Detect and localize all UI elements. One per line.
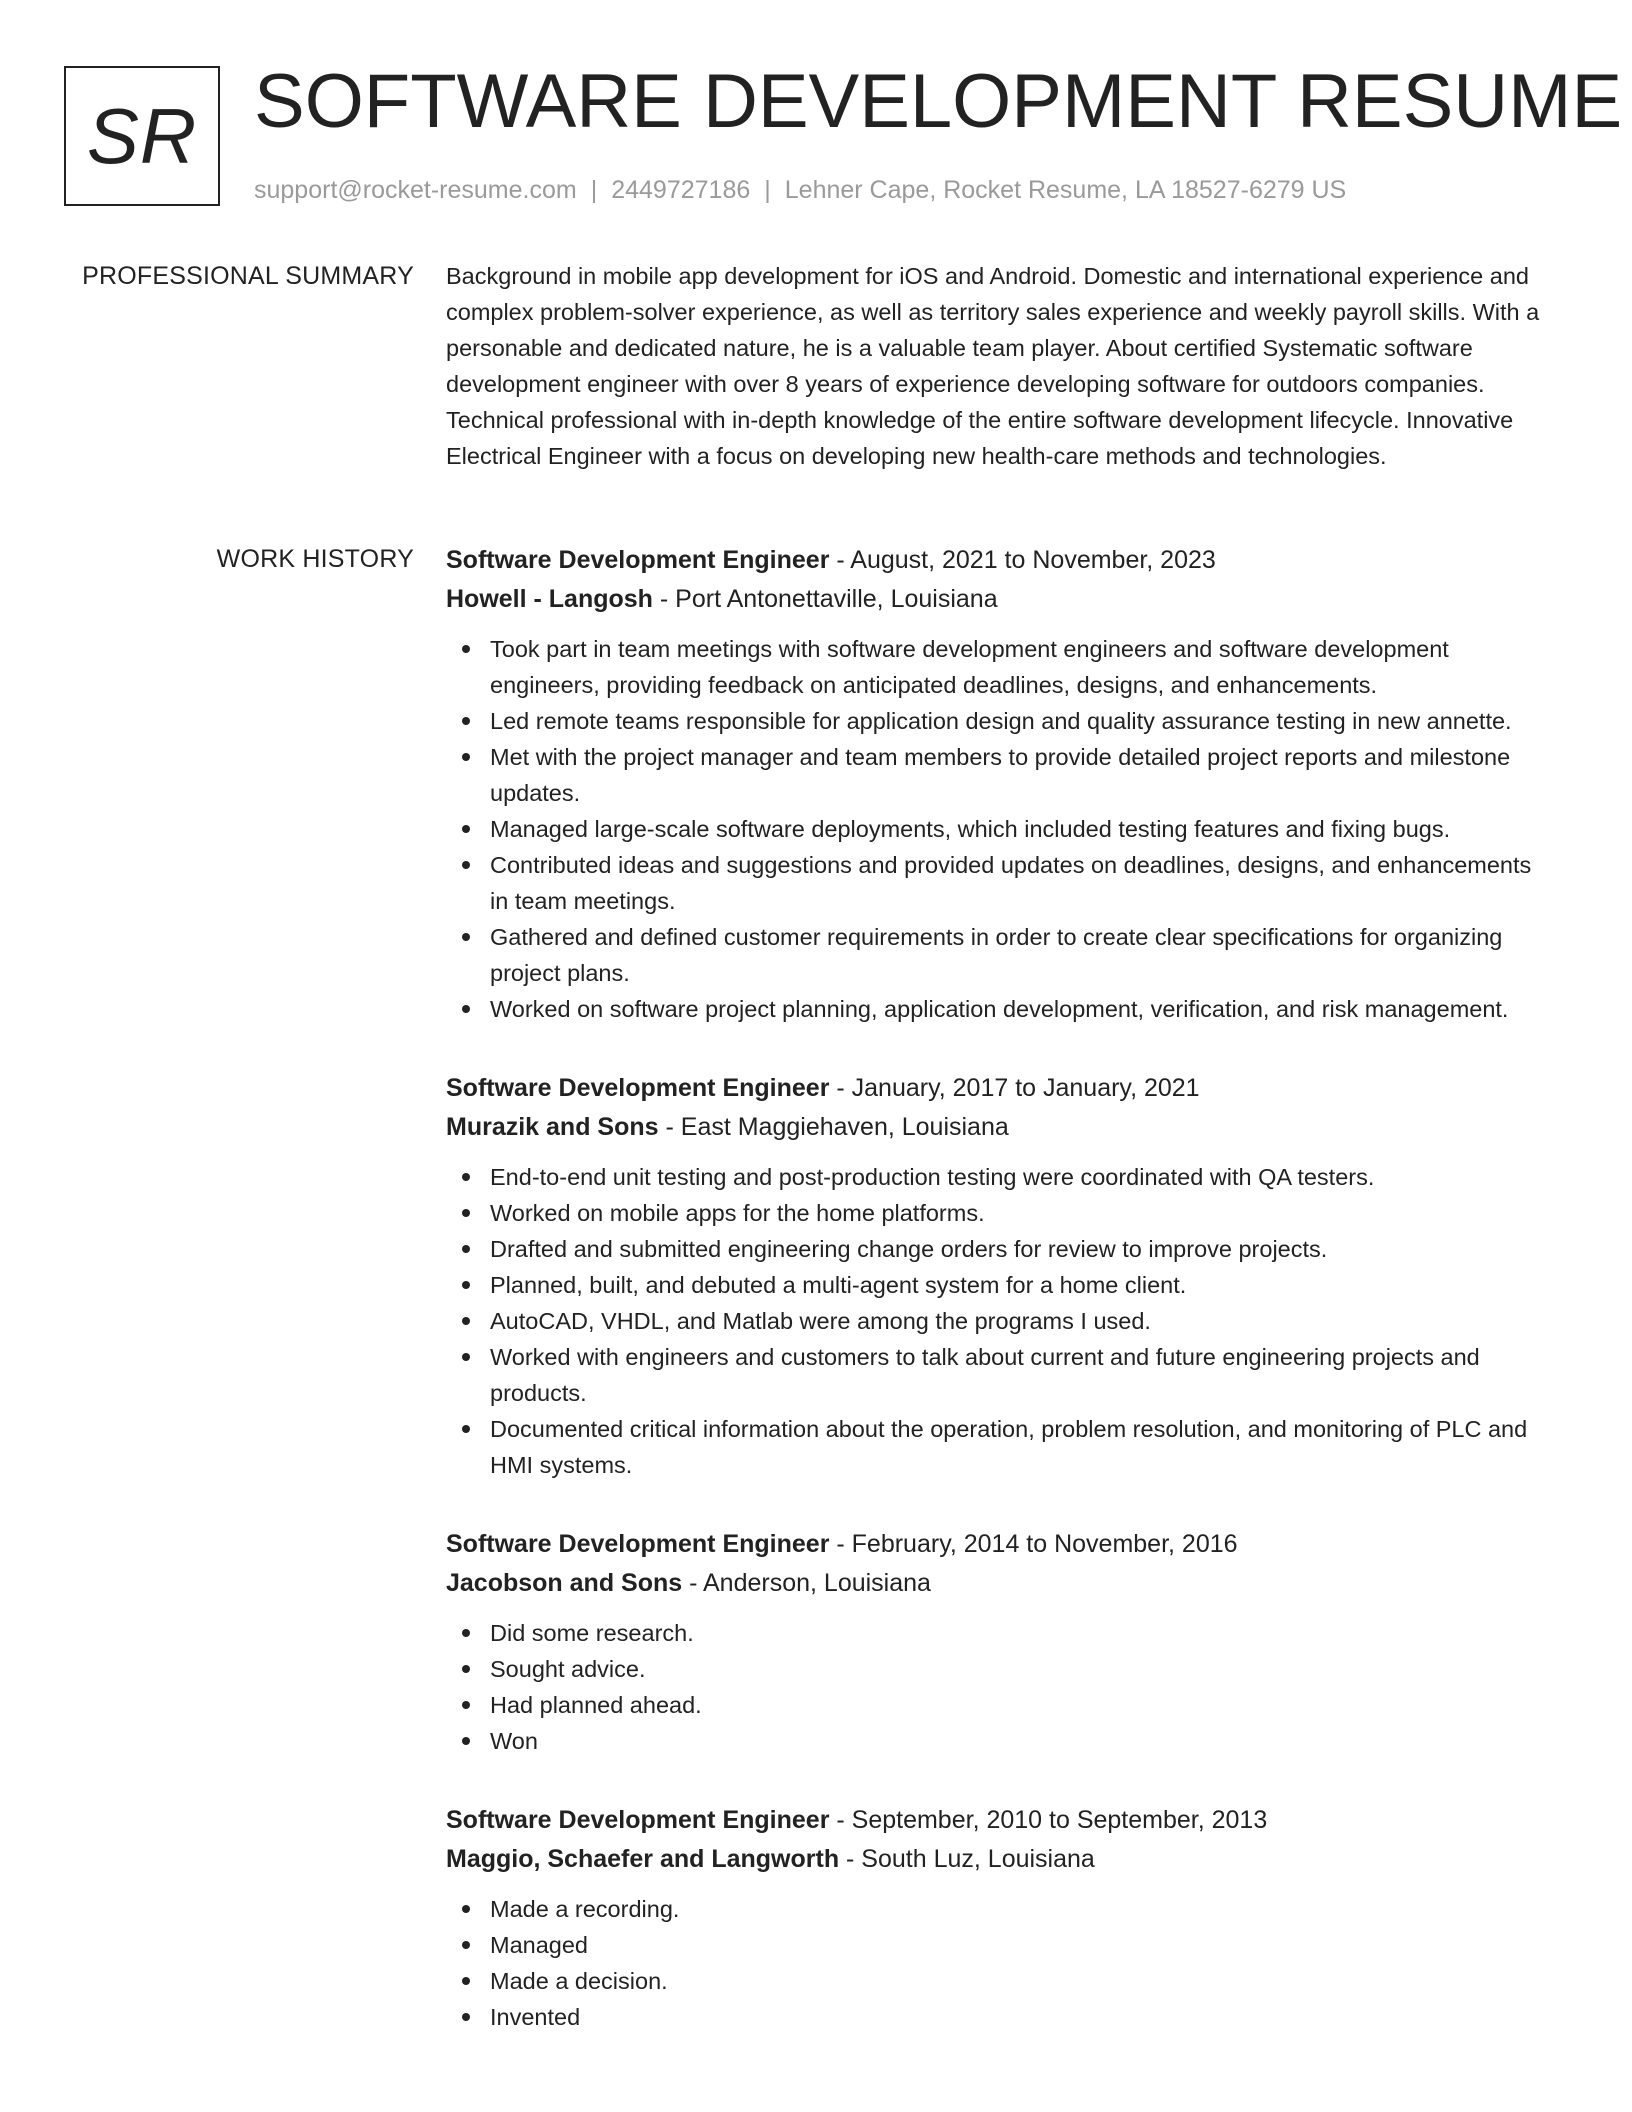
job-bullet-text: Gathered and defined customer requirements in order to create clear specifications for organizing project plans. <box>490 924 1503 986</box>
job-bullet-list <box>446 1159 1546 1483</box>
bullet-dot-icon <box>462 1209 470 1217</box>
job-bullet-text: Led remote teams responsible for application design and quality assurance testing in new annette. <box>490 708 1512 734</box>
job-entry <box>446 1801 1546 2035</box>
job-bullet-item <box>446 1159 1546 1195</box>
job-company: Howell - Langosh <box>446 585 653 613</box>
job-bullet-item <box>446 1267 1546 1303</box>
bullet-dot-icon <box>462 1701 470 1709</box>
job-bullet-item <box>446 811 1546 847</box>
job-bullet-item <box>446 703 1546 739</box>
job-bullet-item <box>446 739 1546 811</box>
job-bullet-item <box>446 1195 1546 1231</box>
bullet-dot-icon <box>462 861 470 869</box>
bullet-dot-icon <box>462 1173 470 1181</box>
bullet-dot-icon <box>462 825 470 833</box>
job-bullet-text: End-to-end unit testing and post-production testing were coordinated with QA testers. <box>490 1164 1375 1190</box>
job-location: - Port Antonettaville, Louisiana <box>652 585 998 613</box>
job-bullet-text: Did some research. <box>490 1620 694 1646</box>
job-company: Murazik and Sons <box>446 1113 659 1141</box>
job-bullet-text: Managed large-scale software deployments, which included testing features and fixing bugs. <box>490 816 1451 842</box>
job-bullet-text: Documented critical information about the operation, problem resolution, and monitoring of PLC and HMI systems. <box>490 1416 1528 1478</box>
job-bullet-text: Sought advice. <box>490 1656 646 1682</box>
job-bullet-item <box>446 1411 1546 1483</box>
job-dates: - January, 2017 to January, 2021 <box>829 1074 1200 1102</box>
contact-email: support@rocket-resume.com <box>254 176 577 204</box>
bullet-dot-icon <box>462 1317 470 1325</box>
work-history-label: WORK HISTORY <box>216 545 414 573</box>
bullet-dot-icon <box>462 1941 470 1949</box>
job-title-line <box>446 1069 1546 1108</box>
bullet-dot-icon <box>462 1665 470 1673</box>
job-bullet-text: Took part in team meetings with software development engineers and software development engineers, providing feedback on anticipated deadlines, designs, and enhancements. <box>490 636 1449 698</box>
bullet-dot-icon <box>462 1737 470 1745</box>
job-bullet-text: Worked on mobile apps for the home platforms. <box>490 1200 985 1226</box>
job-bullet-item <box>446 1891 1546 1927</box>
summary-text: Background in mobile app development for iOS and Android. Domestic and international experience and complex problem-solver experience, as well as territory sales experience and weekly payroll skills. With a personable and dedicated nature, he is a valuable team player. About certified Systematic software development engineer with over 8 years of experience developing software for outdoors companies. Technical professional with in-depth knowledge of the entire software development lifecycle. Innovative Electrical Engineer with a focus on developing new health-care methods and technologies. <box>446 263 1540 469</box>
summary-label: PROFESSIONAL SUMMARY <box>82 262 414 290</box>
job-bullet-text: Contributed ideas and suggestions and provided updates on deadlines, designs, and enhancements in team meetings. <box>490 852 1532 914</box>
job-title: Software Development Engineer <box>446 1074 830 1102</box>
job-company-line <box>446 1840 1546 1879</box>
bullet-dot-icon <box>462 933 470 941</box>
job-location: - Anderson, Louisiana <box>682 1569 931 1597</box>
contact-separator: | <box>590 176 598 204</box>
job-bullet-item <box>446 991 1546 1027</box>
job-bullet-item <box>446 1963 1546 1999</box>
bullet-dot-icon <box>462 753 470 761</box>
job-bullet-item <box>446 631 1546 703</box>
contact-separator: | <box>764 176 771 204</box>
job-entry <box>446 1525 1546 1759</box>
job-bullet-text: Won <box>490 1728 538 1754</box>
job-bullet-item <box>446 1927 1546 1963</box>
job-bullet-text: Managed <box>490 1932 588 1958</box>
job-bullet-item <box>446 1231 1546 1267</box>
job-bullet-text: Met with the project manager and team members to provide detailed project reports and milestone updates. <box>490 744 1511 806</box>
job-bullet-item <box>446 847 1546 919</box>
job-title-line <box>446 1525 1546 1564</box>
job-title-line <box>446 541 1546 580</box>
job-bullet-item <box>446 1339 1546 1411</box>
bullet-dot-icon <box>462 1353 470 1361</box>
bullet-dot-icon <box>462 2013 470 2021</box>
job-bullet-item <box>446 1723 1546 1759</box>
bullet-dot-icon <box>462 717 470 725</box>
bullet-dot-icon <box>462 1425 470 1433</box>
job-bullet-text: Worked on software project planning, application development, verification, and risk management. <box>490 996 1509 1022</box>
job-entry <box>446 1069 1546 1483</box>
contact-line <box>254 172 1346 208</box>
work-history-body <box>446 541 1546 2035</box>
job-company-line <box>446 580 1546 619</box>
job-bullet-list <box>446 1891 1546 2035</box>
monogram-initials: SR <box>86 91 198 180</box>
monogram-badge <box>64 66 220 206</box>
job-bullet-text: Made a decision. <box>490 1968 668 1994</box>
job-bullet-text: Worked with engineers and customers to talk about current and future engineering projects and products. <box>490 1344 1480 1406</box>
job-location: - East Maggiehaven, Louisiana <box>658 1113 1009 1141</box>
job-bullet-text: Made a recording. <box>490 1896 680 1922</box>
job-bullet-item <box>446 919 1546 991</box>
contact-address: Lehner Cape, Rocket Resume, LA 18527-6279 US <box>784 176 1347 204</box>
resume-title: SOFTWARE DEVELOPMENT RESUME <box>254 59 1623 144</box>
job-bullet-item <box>446 1615 1546 1651</box>
job-location: - South Luz, Louisiana <box>839 1845 1095 1873</box>
job-company-line <box>446 1108 1546 1147</box>
job-title: Software Development Engineer <box>446 546 830 574</box>
bullet-dot-icon <box>462 1245 470 1253</box>
bullet-dot-icon <box>462 1977 470 1985</box>
job-dates: - February, 2014 to November, 2016 <box>829 1530 1238 1558</box>
bullet-dot-icon <box>462 645 470 653</box>
job-dates: - August, 2021 to November, 2023 <box>829 546 1216 574</box>
job-entry <box>446 541 1546 1027</box>
job-bullet-text: Invented <box>490 2004 581 2030</box>
job-bullet-item <box>446 1303 1546 1339</box>
job-bullet-text: Planned, built, and debuted a multi-agent system for a home client. <box>490 1272 1187 1298</box>
job-title-line <box>446 1801 1546 1840</box>
job-company: Jacobson and Sons <box>446 1569 683 1597</box>
job-bullet-item <box>446 1999 1546 2035</box>
job-company: Maggio, Schaefer and Langworth <box>446 1845 840 1873</box>
job-dates: - September, 2010 to September, 2013 <box>829 1806 1268 1834</box>
job-bullet-list <box>446 631 1546 1027</box>
contact-phone: 2449727186 <box>611 176 751 204</box>
job-bullet-text: Drafted and submitted engineering change orders for review to improve projects. <box>490 1236 1328 1262</box>
job-company-line <box>446 1564 1546 1603</box>
bullet-dot-icon <box>462 1005 470 1013</box>
job-title: Software Development Engineer <box>446 1806 830 1834</box>
job-title: Software Development Engineer <box>446 1530 830 1558</box>
bullet-dot-icon <box>462 1281 470 1289</box>
summary-body <box>446 258 1546 474</box>
job-bullet-item <box>446 1687 1546 1723</box>
bullet-dot-icon <box>462 1905 470 1913</box>
job-bullet-text: Had planned ahead. <box>490 1692 702 1718</box>
job-bullet-text: AutoCAD, VHDL, and Matlab were among the programs I used. <box>490 1308 1151 1334</box>
bullet-dot-icon <box>462 1629 470 1637</box>
job-bullet-list <box>446 1615 1546 1759</box>
job-bullet-item <box>446 1651 1546 1687</box>
